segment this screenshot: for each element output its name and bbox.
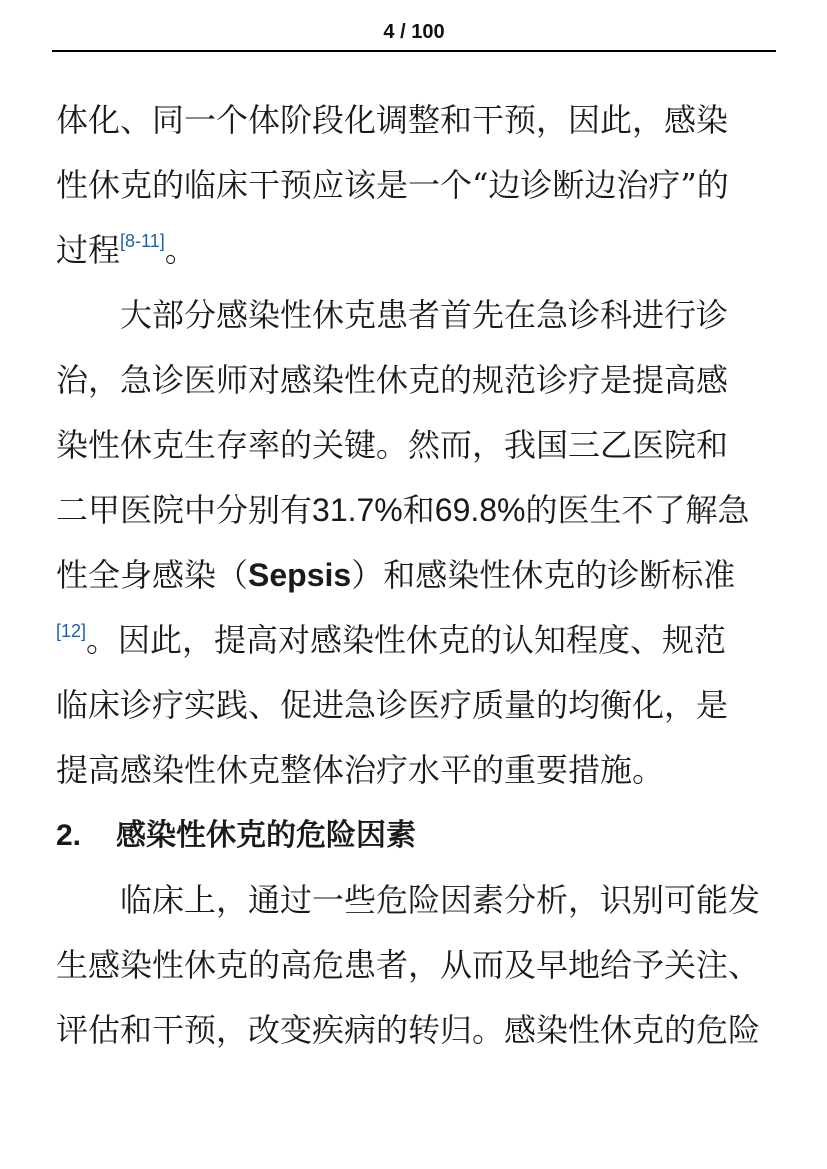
text-line [56,543,776,608]
document-body [56,88,776,1063]
text-line [56,218,776,283]
text-line: 体化、同一个体阶段化调整和干预，因此，感染 [56,101,729,139]
page-header [52,14,776,52]
percentage: 69.8% [434,492,526,528]
section-heading [56,803,776,868]
text-line: 提高感染性休克整体治疗水平的重要措施。 [56,751,665,789]
text-line: 评估和干预，改变疾病的转归。感染性休克的危险 [56,1011,761,1049]
text-span: 过程 [56,231,121,269]
page-number: 4 / 100 [383,21,445,43]
text-line: 临床诊疗实践、促进急诊医疗质量的均衡化，是 [56,686,729,724]
text-span: 和 [402,491,435,529]
percentage: 31.7% [312,492,403,528]
text-line: 大部分感染性休克患者首先在急诊科进行诊 [120,296,729,334]
section-number: 2. [56,819,82,852]
text-span: 。因此，提高对感染性休克的认知程度、规范 [86,621,727,659]
text-line [56,478,776,543]
text-line: 生感染性休克的高危患者，从而及早地给予关注、 [56,946,761,984]
text-line: 染性休克生存率的关键。然而，我国三乙医院和 [56,426,729,464]
text-line [56,608,776,673]
text-span: 二甲医院中分别有 [56,491,313,529]
paragraph [56,283,776,803]
text-line: 性休克的临床干预应该是一个“边诊断边治疗”的 [56,166,729,204]
citation-link[interactable]: [12] [56,621,87,641]
paragraph [56,88,776,283]
text-span: 。 [164,231,197,269]
text-span: ）和感染性休克的诊断标准 [351,556,736,594]
text-line: 治，急诊医师对感染性休克的规范诊疗是提高感 [56,361,729,399]
text-line: 临床上，通过一些危险因素分析，识别可能发 [120,881,761,919]
section-title: 感染性休克的危险因素 [116,818,416,853]
text-span: 性全身感染（ [56,556,249,594]
paragraph [56,868,776,1063]
text-span: 的医生不了解急 [525,491,750,529]
citation-link[interactable]: [8-11] [120,231,165,251]
term-sepsis: Sepsis [248,557,352,593]
